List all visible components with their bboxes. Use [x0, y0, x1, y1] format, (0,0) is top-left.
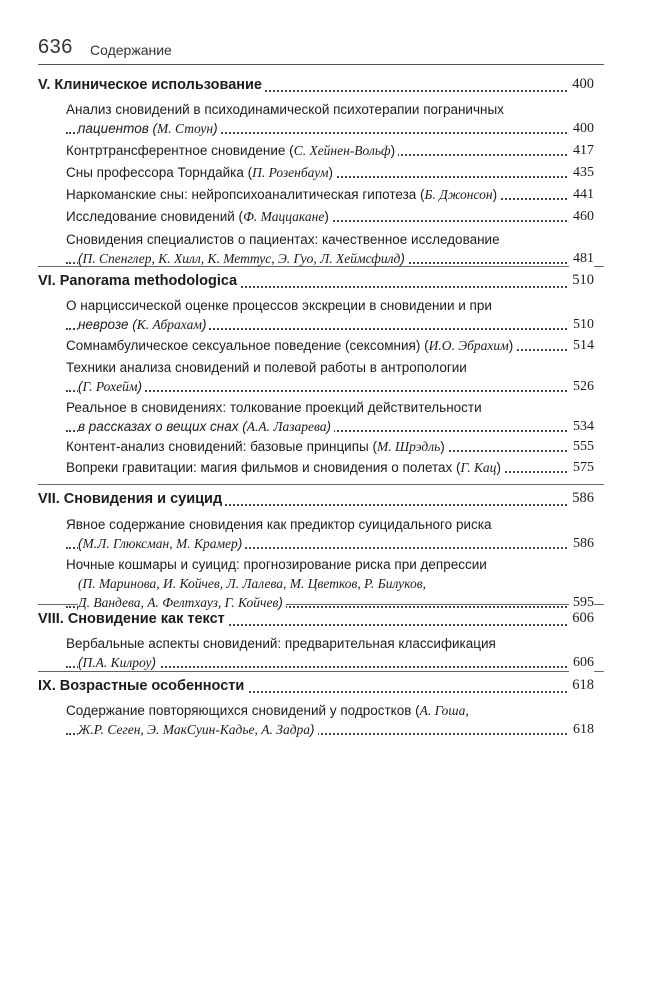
section-divider	[38, 671, 604, 672]
toc-entry[interactable]: Сновидения специалистов о пациентах: качественное исследование (П. Спенглер, К. Хилл, К. Меттус, Э. Гуо, Л. Хеймсфилд) 481	[66, 232, 594, 266]
toc-entry[interactable]: Реальное в сновидениях: толкование проекций действительности в рассказах о вещих снах (А.А. Лазарева) 534	[66, 400, 594, 434]
toc-entry[interactable]: Явное содержание сновидения как предиктор суицидального риска (М.Л. Глюксман, М. Крамер) 586	[66, 517, 594, 551]
page-number: 636	[38, 36, 73, 58]
toc-entry[interactable]: О нарциссической оценке процессов экскреции в сновидении и при неврозе (К. Абрахам) 510	[66, 298, 594, 332]
toc-entry[interactable]: Исследование сновидений (Ф. Маццакане) 460	[66, 209, 594, 224]
section-divider	[38, 266, 604, 267]
toc-entry[interactable]: Контртрансферентное сновидение (С. Хейнен-Вольф) 417	[66, 143, 594, 158]
section-heading[interactable]: VII. Сновидения и суицид 586	[38, 490, 594, 507]
toc-entry[interactable]: Сомнамбулическое сексуальное поведение (сексомния) (И.О. Эбрахим) 514	[66, 338, 594, 353]
section-heading[interactable]: IX. Возрастные особенности 618	[38, 677, 594, 694]
section-divider	[38, 484, 604, 485]
toc-entry[interactable]: Наркоманские сны: нейропсихоаналитическая гипотеза (Б. Джонсон) 441	[66, 187, 594, 202]
section-heading[interactable]: V. Клиническое использование 400	[38, 76, 594, 93]
section-page: 618	[568, 677, 594, 694]
toc-entry[interactable]: Ночные кошмары и суицид: прогнозирование риска при депрессии (П. Маринова, И. Койчев, Л. Лалева, М. Цветков, Р. Билуков, Д. Вандева, А. Фелтхауз, Г. Койчев) 595	[66, 557, 594, 610]
toc-entry[interactable]: Вербальные аспекты сновидений: предварительная классификация (П.А. Килроу) 606	[66, 636, 594, 670]
section-heading[interactable]: VI. Panorama methodologica 510	[38, 272, 594, 289]
toc-entry[interactable]: Содержание повторяющихся сновидений у подростков (А. Гоша, Ж.Р. Сеген, Э. МакСуин-Кадье, А. Задра) 618	[66, 703, 594, 737]
toc-entry[interactable]: Анализ сновидений в психодинамической психотерапии пограничных пациентов (М. Стоун) 400	[66, 102, 594, 136]
toc-entry[interactable]: Контент-анализ сновидений: базовые принципы (М. Шрэдль) 555	[66, 439, 594, 454]
section-page: 606	[568, 610, 594, 627]
section-page: 586	[568, 490, 594, 507]
running-header	[38, 36, 604, 65]
section-page: 510	[568, 272, 594, 289]
section-page: 400	[568, 76, 594, 93]
toc-entry[interactable]: Техники анализа сновидений и полевой работы в антропологии (Г. Рохейм) 526	[66, 360, 594, 394]
running-title: Содержание	[90, 42, 172, 58]
toc-entry[interactable]: Вопреки гравитации: магия фильмов и сновидения о полетах (Г. Кац) 575	[66, 460, 594, 475]
toc-entry[interactable]: Сны профессора Торндайка (П. Розенбаум) 435	[66, 165, 594, 180]
section-heading[interactable]: VIII. Сновидение как текст 606	[38, 610, 594, 627]
